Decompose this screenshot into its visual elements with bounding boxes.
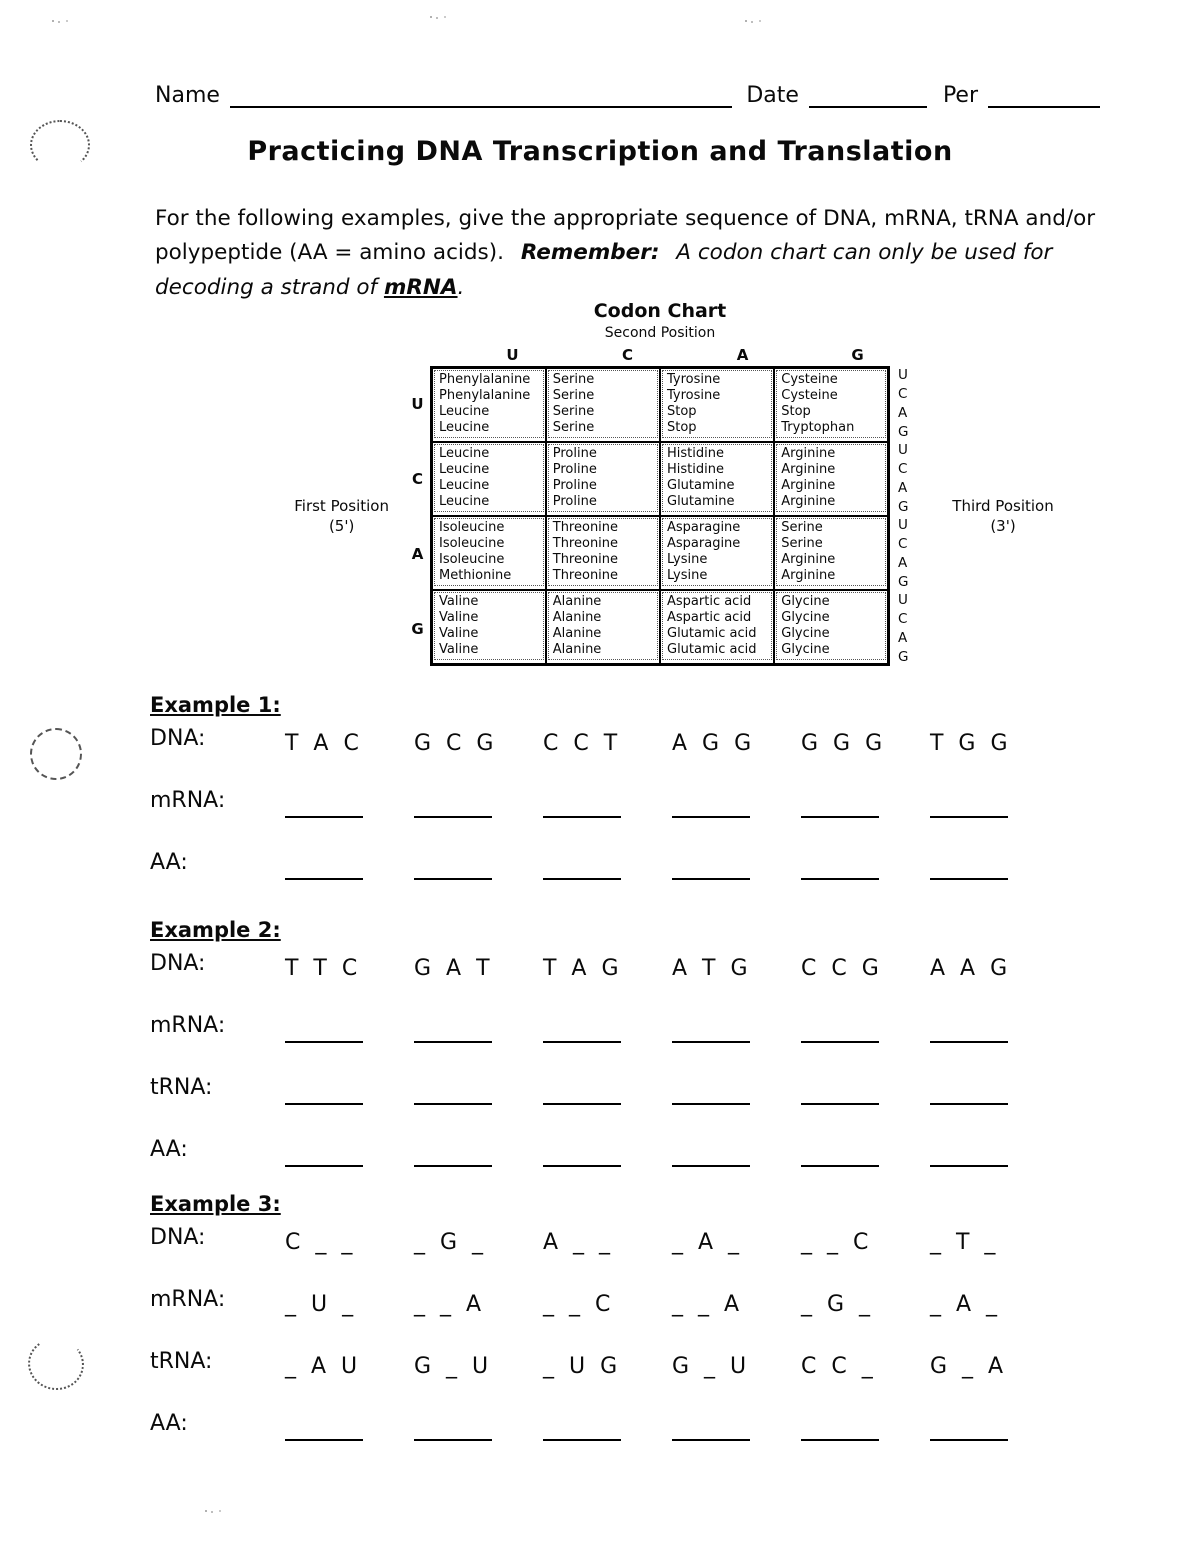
amino-acid-name: Valine: [439, 642, 479, 657]
codon-text: _ _ A: [414, 1292, 486, 1317]
amino-acid-name: Lysine: [667, 568, 708, 583]
answer-blank: [285, 852, 363, 880]
codon-row: [432, 516, 889, 590]
amino-acid-name: Leucine: [439, 462, 490, 477]
third-position-letter: C: [898, 536, 908, 553]
answer-blank: [285, 1139, 363, 1167]
codon-cell: [660, 516, 774, 590]
amino-acid-name: Glutamine: [667, 494, 735, 509]
scan-speck: [430, 16, 432, 18]
amino-acid-name: Methionine: [439, 568, 512, 583]
worksheet-row: [150, 1225, 1140, 1255]
answer-blank: [801, 1139, 879, 1167]
answer-blank: [543, 1015, 621, 1043]
amino-acid-name: Leucine: [439, 478, 490, 493]
third-position-letter-group: [898, 366, 928, 441]
answer-blank: [414, 1077, 492, 1105]
codon-row: [432, 368, 889, 443]
answer-blank: [672, 1139, 750, 1167]
amino-acid-name: Valine: [439, 626, 479, 641]
amino-acid-name: Leucine: [439, 446, 490, 461]
third-position-letter-group: [898, 591, 928, 666]
row-label: mRNA:: [150, 788, 226, 813]
worksheet-row: [150, 850, 1140, 880]
third-position-letter: A: [898, 404, 908, 421]
second-position-letter: G: [851, 346, 864, 364]
worksheet-row: [150, 1137, 1140, 1167]
codon-cell: [774, 368, 888, 443]
codon-cell-inner: [548, 592, 658, 660]
second-position-letter: C: [621, 346, 633, 364]
third-position-letter: C: [898, 461, 908, 478]
codon-text: G _ U: [672, 1354, 751, 1379]
answer-blank: [672, 790, 750, 818]
date-blank-line: [809, 80, 927, 108]
amino-acid-name: Threonine: [552, 536, 619, 551]
instructions-line3-italic: a strand of: [260, 274, 378, 300]
third-position-letter: G: [898, 648, 909, 665]
codon-text: _ T _: [930, 1230, 1000, 1255]
codon-text: _ A _: [930, 1292, 1002, 1317]
worksheet-row: [150, 951, 1140, 981]
codon-cell: [660, 442, 774, 516]
amino-acid-name: Stop: [667, 404, 697, 419]
third-position-letter: A: [898, 479, 908, 496]
worksheet-row: [150, 788, 1140, 818]
third-position-letter: G: [898, 423, 909, 440]
amino-acid-name: Serine: [552, 404, 595, 419]
amino-acid-name: Tyrosine: [667, 372, 721, 387]
row-label: DNA:: [150, 951, 206, 976]
third-position-letter: U: [898, 592, 908, 609]
codon-text: G G G: [801, 731, 887, 756]
amino-acid-name: Histidine: [667, 462, 724, 477]
answer-blank: [801, 1413, 879, 1441]
third-position-letter: G: [898, 498, 909, 515]
answer-blank: [672, 1413, 750, 1441]
amino-acid-name: Alanine: [552, 594, 602, 609]
amino-acid-name: Cysteine: [781, 372, 838, 387]
worksheet-row: [150, 1411, 1140, 1441]
amino-acid-name: Aspartic acid: [667, 610, 752, 625]
amino-acid-name: Proline: [552, 494, 597, 509]
amino-acid-name: Histidine: [667, 446, 724, 461]
codon-cell-inner: [434, 518, 544, 586]
third-position-text: Third Position: [952, 496, 1054, 515]
codon-text: G _ U: [414, 1354, 493, 1379]
per-blank-line: [988, 80, 1100, 108]
first-position-text: First Position: [294, 496, 389, 515]
answer-blank: [801, 790, 879, 818]
codon-text: T A C: [285, 731, 363, 756]
codon-cell: [432, 368, 546, 443]
codon-cell-inner: [776, 592, 886, 660]
amino-acid-name: Serine: [552, 372, 595, 387]
answer-blank: [801, 1077, 879, 1105]
codon-cell: [774, 516, 888, 590]
amino-acid-name: Threonine: [552, 568, 619, 583]
codon-cell: [660, 590, 774, 665]
amino-acid-name: Serine: [552, 420, 595, 435]
scan-speck: [205, 1510, 207, 1512]
amino-acid-name: Serine: [781, 520, 823, 535]
header-fill-in-row: [155, 80, 1100, 108]
amino-acid-name: Asparagine: [667, 536, 741, 551]
amino-acid-name: Glycine: [781, 626, 830, 641]
amino-acid-name: Valine: [439, 610, 479, 625]
codon-cell: [546, 368, 660, 443]
per-label: Per: [942, 83, 978, 108]
worksheet-row: [150, 1349, 1140, 1379]
answer-blank: [930, 1413, 1008, 1441]
instructions-line1: For the following examples, give the appropriate sequence of DNA, mRNA, tRNA and/or: [155, 206, 1096, 231]
answer-blank: [672, 1015, 750, 1043]
amino-acid-name: Tryptophan: [781, 420, 855, 435]
codon-cell: [546, 442, 660, 516]
codon-text: G _ A: [930, 1354, 1008, 1379]
first-position-letter: C: [411, 469, 423, 488]
codon-cell: [546, 590, 660, 665]
codon-cell-inner: [662, 518, 772, 586]
codon-cell-inner: [776, 518, 886, 586]
example-1-section: [150, 693, 1140, 912]
codon-text: A A G: [930, 956, 1012, 981]
row-label: DNA:: [150, 726, 206, 751]
name-label: Name: [155, 83, 220, 108]
codon-chart-title: Codon Chart: [593, 300, 727, 322]
amino-acid-name: Leucine: [439, 494, 490, 509]
example-heading: Example 2:: [150, 918, 281, 942]
row-label: tRNA:: [150, 1349, 213, 1374]
codon-text: G A T: [414, 956, 494, 981]
instructions-paragraph: [155, 202, 1130, 305]
mrna-suffix: .: [457, 274, 465, 300]
answer-blank: [543, 1077, 621, 1105]
answer-blank: [930, 1139, 1008, 1167]
amino-acid-name: Phenylalanine: [439, 372, 531, 387]
worksheet-row: [150, 1287, 1140, 1317]
amino-acid-name: Serine: [781, 536, 823, 551]
codon-cell-inner: [548, 370, 658, 438]
row-label: mRNA:: [150, 1287, 226, 1312]
first-position-label: [150, 496, 405, 537]
codon-text: _ G _: [801, 1292, 875, 1317]
amino-acid-name: Tyrosine: [667, 388, 721, 403]
example-heading: Example 1:: [150, 693, 281, 717]
first-position-letters: [405, 366, 430, 666]
row-label: AA:: [150, 1137, 188, 1162]
first-position-letter: U: [411, 394, 424, 413]
codon-cell-inner: [434, 592, 544, 660]
third-position-letter: C: [898, 386, 908, 403]
amino-acid-name: Arginine: [781, 478, 836, 493]
codon-cell-inner: [776, 370, 886, 438]
name-blank-line: [230, 80, 732, 108]
codon-table: [430, 366, 890, 666]
answer-blank: [543, 790, 621, 818]
third-position-letter-group: [898, 516, 928, 591]
second-position-letter: A: [736, 346, 749, 364]
amino-acid-name: Glycine: [781, 610, 830, 625]
codon-cell: [432, 516, 546, 590]
worksheet-row: [150, 726, 1140, 756]
codon-cell-inner: [662, 444, 772, 512]
answer-blank: [414, 1413, 492, 1441]
scan-speck: [745, 20, 747, 22]
codon-text: C C G: [801, 956, 883, 981]
answer-blank: [414, 1139, 492, 1167]
answer-blank: [672, 1077, 750, 1105]
codon-row: [432, 442, 889, 516]
third-position-letter: U: [898, 367, 908, 384]
amino-acid-name: Stop: [781, 404, 811, 419]
codon-cell: [432, 442, 546, 516]
example-2-section: [150, 918, 1140, 1199]
first-position-letter: G: [411, 619, 424, 638]
amino-acid-name: Alanine: [552, 610, 602, 625]
amino-acid-name: Isoleucine: [439, 536, 505, 551]
codon-chart-body: [150, 366, 1090, 666]
third-position-letters: [890, 366, 928, 666]
codon-text: _ G _: [414, 1230, 488, 1255]
answer-blank: [801, 1015, 879, 1043]
amino-acid-name: Glutamic acid: [667, 626, 757, 641]
third-position-letter: A: [898, 629, 908, 646]
codon-cell: [546, 516, 660, 590]
amino-acid-name: Glycine: [781, 594, 830, 609]
scan-speck: [52, 20, 54, 22]
answer-blank: [414, 1015, 492, 1043]
row-label: mRNA:: [150, 1013, 226, 1038]
amino-acid-name: Arginine: [781, 552, 836, 567]
answer-blank: [285, 1413, 363, 1441]
mrna-emphasis: mRNA: [383, 274, 458, 300]
answer-blank: [414, 852, 492, 880]
codon-cell: [774, 590, 888, 665]
amino-acid-name: Proline: [552, 478, 597, 493]
third-position-letter: C: [898, 611, 908, 628]
amino-acid-name: Proline: [552, 446, 597, 461]
codon-cell-inner: [662, 370, 772, 438]
amino-acid-name: Leucine: [439, 420, 490, 435]
codon-text: A T G: [672, 956, 752, 981]
answer-blank: [543, 1139, 621, 1167]
codon-text: T A G: [543, 956, 623, 981]
codon-text: C C T: [543, 731, 622, 756]
codon-cell-inner: [434, 370, 544, 438]
example-3-section: [150, 1192, 1140, 1473]
amino-acid-name: Aspartic acid: [667, 594, 752, 609]
third-position-label: [928, 496, 1078, 537]
answer-blank: [285, 790, 363, 818]
row-label: tRNA:: [150, 1075, 213, 1100]
answer-blank: [930, 852, 1008, 880]
amino-acid-name: Arginine: [781, 446, 836, 461]
date-label: Date: [746, 83, 799, 108]
answer-blank: [543, 1413, 621, 1441]
punch-hole-mark-middle: [30, 728, 82, 780]
amino-acid-name: Isoleucine: [439, 552, 505, 567]
amino-acid-name: Threonine: [552, 552, 619, 567]
amino-acid-name: Glutamine: [667, 478, 735, 493]
amino-acid-name: Glycine: [781, 642, 830, 657]
amino-acid-name: Arginine: [781, 568, 836, 583]
codon-text: A _ _: [543, 1230, 615, 1255]
codon-text: _ U _: [285, 1292, 358, 1317]
row-label: AA:: [150, 850, 188, 875]
amino-acid-name: Arginine: [781, 494, 836, 509]
codon-text: _ A U: [285, 1354, 362, 1379]
third-position-letter: U: [898, 442, 908, 459]
second-position-letter: U: [506, 346, 519, 364]
amino-acid-name: Lysine: [667, 552, 708, 567]
third-position-letter: U: [898, 517, 908, 534]
codon-text: _ _ A: [672, 1292, 744, 1317]
codon-text: C _ _: [285, 1230, 357, 1255]
third-position-letter: G: [898, 573, 909, 590]
first-position-sub: (5'): [328, 517, 355, 535]
codon-cell-inner: [548, 518, 658, 586]
codon-chart: [150, 300, 1090, 666]
codon-text: A G G: [672, 731, 756, 756]
amino-acid-name: Asparagine: [667, 520, 741, 535]
example-heading: Example 3:: [150, 1192, 281, 1216]
answer-blank: [801, 852, 879, 880]
codon-cell-inner: [548, 444, 658, 512]
instructions-line2-normal: polypeptide (AA = amino acids).: [155, 240, 504, 266]
codon-row: [432, 590, 889, 665]
codon-text: _ U G: [543, 1354, 622, 1379]
codon-text: T T C: [285, 956, 362, 981]
answer-blank: [930, 790, 1008, 818]
codon-text: C C _: [801, 1354, 877, 1379]
instructions-line2-italic: A codon chart can only be used for decoding: [155, 240, 1053, 300]
answer-blank: [930, 1077, 1008, 1105]
answer-blank: [285, 1077, 363, 1105]
amino-acid-name: Serine: [552, 388, 595, 403]
remember-label: Remember:: [520, 240, 660, 266]
row-label: AA:: [150, 1411, 188, 1436]
codon-text: T G G: [930, 731, 1012, 756]
codon-cell-inner: [776, 444, 886, 512]
amino-acid-name: Proline: [552, 462, 597, 477]
amino-acid-name: Isoleucine: [439, 520, 505, 535]
amino-acid-name: Cysteine: [781, 388, 838, 403]
amino-acid-name: Valine: [439, 594, 479, 609]
amino-acid-name: Arginine: [781, 462, 836, 477]
codon-cell-inner: [662, 592, 772, 660]
amino-acid-name: Stop: [667, 420, 697, 435]
third-position-sub: (3'): [990, 517, 1016, 535]
codon-cell: [660, 368, 774, 443]
third-position-letter-group: [898, 441, 928, 516]
answer-blank: [414, 790, 492, 818]
amino-acid-name: Threonine: [552, 520, 619, 535]
answer-blank: [672, 852, 750, 880]
punch-hole-mark-bottom: [25, 1334, 88, 1393]
worksheet-row: [150, 1075, 1140, 1105]
worksheet-row: [150, 1013, 1140, 1043]
codon-text: _ _ C: [801, 1230, 873, 1255]
page-title: Practicing DNA Transcription and Translation: [247, 136, 953, 167]
amino-acid-name: Glutamic acid: [667, 642, 757, 657]
amino-acid-name: Phenylalanine: [439, 388, 531, 403]
amino-acid-name: Alanine: [552, 642, 602, 657]
first-position-letter: A: [411, 544, 424, 563]
codon-text: _ A _: [672, 1230, 744, 1255]
answer-blank: [285, 1015, 363, 1043]
codon-cell: [432, 590, 546, 665]
codon-cell: [774, 442, 888, 516]
amino-acid-name: Alanine: [552, 626, 602, 641]
third-position-letter: A: [898, 554, 908, 571]
second-position-letters: [455, 346, 915, 364]
second-position-label: Second Position: [604, 325, 716, 341]
codon-cell-inner: [434, 444, 544, 512]
codon-text: G C G: [414, 731, 498, 756]
answer-blank: [543, 852, 621, 880]
codon-text: _ _ C: [543, 1292, 615, 1317]
row-label: DNA:: [150, 1225, 206, 1250]
amino-acid-name: Leucine: [439, 404, 490, 419]
answer-blank: [930, 1015, 1008, 1043]
